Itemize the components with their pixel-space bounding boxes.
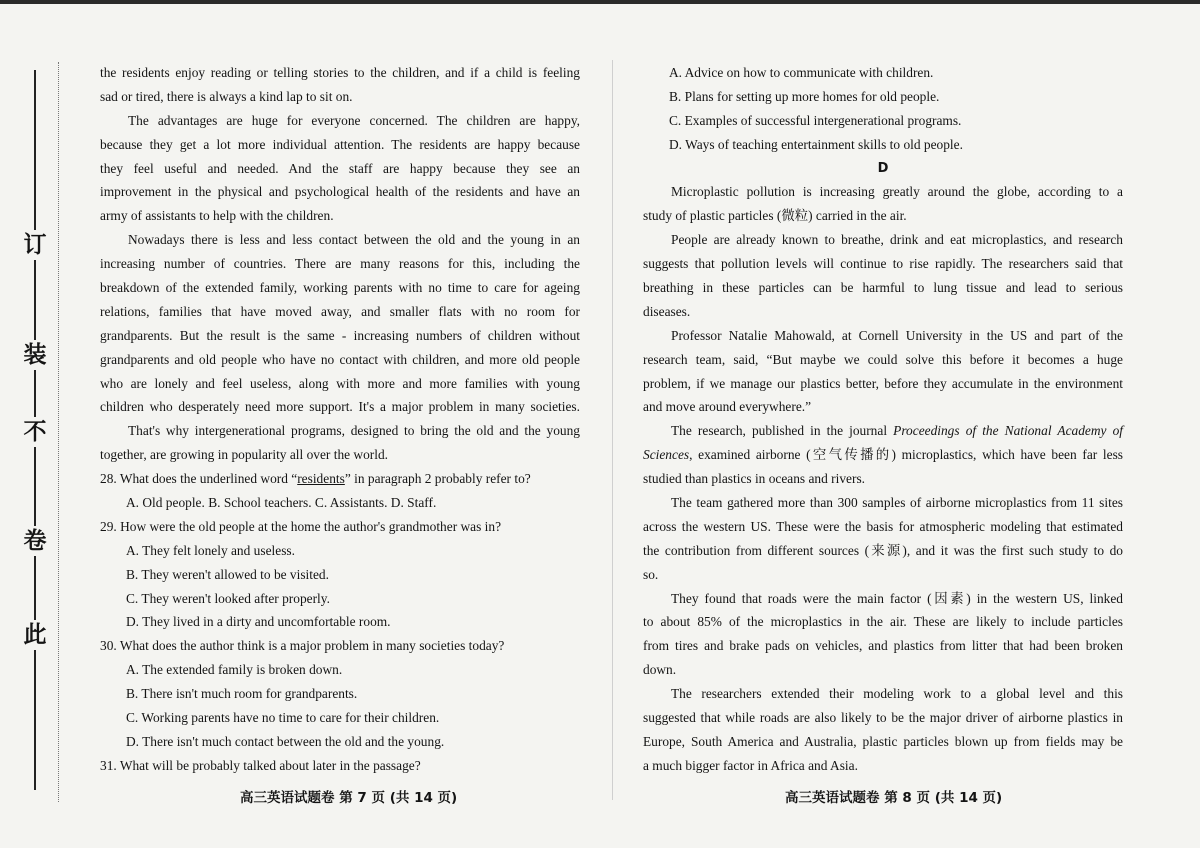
binding-char-5: 订 [20, 230, 50, 260]
page-8-line: suggests that pollution levels will continue to rise rapidly. The researchers said that [643, 256, 1123, 272]
page-7-line: relations, families that have moved away, and smaller flats with no room for [100, 303, 580, 319]
page-8-line: studied than plastics in oceans and rivers. [643, 471, 866, 487]
page-7-text [100, 61, 580, 778]
page-7-line: B. There isn't much room for grandparents. [126, 686, 358, 702]
page-8-line: to about 85% of the microplastics in the air. These are likely to include particles [643, 614, 1123, 630]
page-7-line: increasing number of countries. There are many reasons for this, including the [100, 256, 580, 272]
page-8-line: suggested that while roads are also likely to be the major driver of airborne plastics in [643, 710, 1123, 726]
page-8-line: Microplastic pollution is increasing greatly around the globe, according to a [671, 184, 1123, 200]
page-7-line: together, are growing in popularity all over the world. [100, 447, 389, 463]
page-8-line: The researchers extended their modeling work to a global level and this [671, 686, 1123, 702]
binding-dotted-line [58, 62, 59, 802]
journal-title: Proceedings of the National Academy of [893, 423, 1123, 439]
page-7-line: the residents enjoy reading or telling stories to the children, and if a child is feeling [100, 65, 580, 80]
page-7-line: The advantages are huge for everyone concerned. The children are happy, [128, 112, 580, 128]
page-7-line: C. They weren't looked after properly. [126, 590, 330, 606]
page-8-line: so. [643, 566, 659, 582]
page-7-line: D. There isn't much contact between the old and the young. [126, 733, 445, 749]
page-7-line: D. They lived in a dirty and uncomfortable room. [126, 614, 391, 630]
page-7-line: 29. How were the old people at the home the author's grandmother was in? [100, 518, 502, 534]
page-8-line: They found that roads were the main factor (因素) in the western US, linked [671, 590, 1123, 606]
page-7-line: breakdown of the extended family, working parents with no time to care for ageing [100, 280, 580, 296]
page-8-line: breathing in these particles can be harmful to lung tissue and lead to serious [643, 280, 1123, 296]
page-8-line: D. Ways of teaching entertainment skills to old people. [669, 136, 963, 152]
page-8-line: D [877, 160, 889, 176]
binding-margin [0, 60, 65, 800]
page-7-line: Nowadays there is less and less contact between the old and the young in an [128, 232, 580, 248]
page-8-line: down. [643, 662, 677, 678]
page-7-line: A. The extended family is broken down. [126, 662, 343, 678]
page-divider [612, 60, 613, 800]
page-8-line: research team, said, “But maybe we could solve this before it becomes a huge [643, 351, 1123, 367]
page-8-line: People are already known to breathe, drink and eat microplastics, and research [671, 232, 1123, 248]
binding-char-4: 装 [20, 340, 50, 370]
page-8-line: Europe, South America and Australia, plastic particles blown up from fields may be [643, 733, 1123, 749]
page-8-line: B. Plans for setting up more homes for old people. [669, 88, 940, 104]
page-7-footer: 高三英语试题卷 第 7 页 (共 14 页) [240, 790, 458, 806]
page-7-line: army of assistants to help with the children. [100, 208, 334, 224]
page-8-line: Professor Natalie Mahowald, at Cornell University in the US and part of the [671, 327, 1123, 343]
page-8-footer: 高三英语试题卷 第 8 页 (共 14 页) [785, 790, 1003, 806]
page-8-line: C. Examples of successful intergenerational programs. [669, 112, 962, 128]
page-8-line: Sciences, examined airborne (空气传播的) microplastics, which have been far less [643, 447, 1123, 463]
page-7-line: C. Working parents have no time to care for their children. [126, 710, 440, 726]
page-7-line: 28. What does the underlined word “residents” in paragraph 2 probably refer to? [100, 471, 531, 487]
page-8-line: the contribution from different sources (来源), and it was the first such study to do [643, 542, 1123, 558]
page-7-line: A. Old people. B. School teachers. C. Assistants. D. Staff. [126, 495, 437, 511]
page-7-line: because they get a lot more individual attention. The residents are happy because [100, 136, 580, 152]
page-8-line: from tires and brake pads on vehicles, and plastics from litter that had been broken [643, 638, 1123, 654]
scan-top-edge [0, 0, 1200, 4]
page-8-line: and move around everywhere.” [643, 399, 812, 415]
page-7-line: 31. What will be probably talked about later in the passage? [100, 757, 421, 773]
page-8-line: The research, published in the journal Proceedings of the National Academy of [671, 423, 1123, 439]
page-8-line: The team gathered more than 300 samples of airborne microplastics from 11 sites [671, 495, 1123, 511]
page-7-line: who are lonely and feel useless, along with more and more families with young [100, 375, 580, 391]
page-7-line: they feel useful and needed. And the staff are happy because they see an [100, 160, 580, 176]
page-7-line: improvement in the physical and psychological health of the residents and have an [100, 184, 580, 200]
page-7-line: 30. What does the author think is a major problem in many societies today? [100, 638, 505, 654]
page-8-line: across the western US. These were the basis for atmospheric modeling that estimated [643, 518, 1123, 534]
page-7-line: That's why intergenerational programs, designed to bring the old and the young [128, 423, 580, 439]
underlined-word: residents [297, 471, 345, 487]
page-8-line: study of plastic particles (微粒) carried in the air. [643, 208, 907, 224]
page-7-line: B. They weren't allowed to be visited. [126, 566, 329, 582]
binding-char-3: 不 [20, 417, 50, 447]
page-7-line: grandparents. But the result is the same - increasing numbers of children without [100, 327, 580, 343]
page-8-line: problem, if we manage our plastics better, before they accumulate in the environment [643, 375, 1123, 391]
page-8-line: A. Advice on how to communicate with children. [669, 65, 934, 80]
page-8-line: a much bigger factor in Africa and Asia. [643, 757, 858, 773]
page-8-line: diseases. [643, 303, 691, 319]
binding-char-1: 此 [20, 620, 50, 650]
page-7-line: sad or tired, there is always a kind lap to sit on. [100, 88, 353, 104]
page-7-line: children who desperately need more support. It's a major problem in many societies. [100, 399, 580, 415]
page-7-line: A. They felt lonely and useless. [126, 542, 295, 558]
page-8-text [643, 61, 1123, 778]
page-7-line: grandparents and old people who have no contact with children, and more old people [100, 351, 580, 367]
journal-title: Sciences [643, 447, 690, 463]
binding-char-2: 卷 [20, 526, 50, 556]
